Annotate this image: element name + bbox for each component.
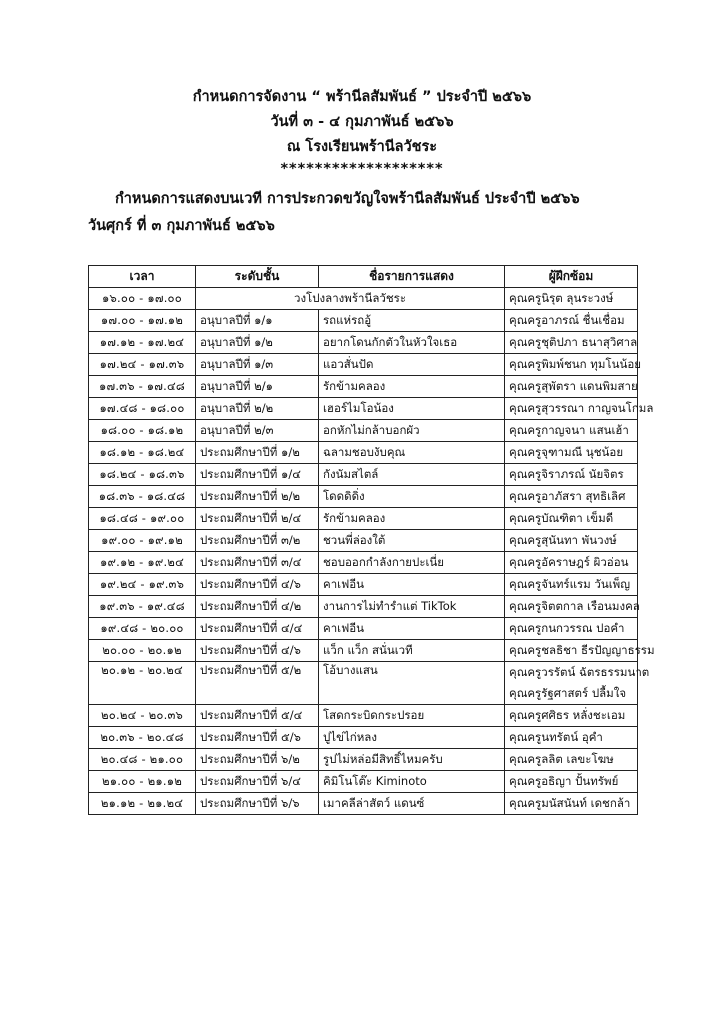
cell-time: ๑๗.๒๔ - ๑๗.๓๖ xyxy=(89,354,196,376)
trainer-name: คุณครูชุติปภา ธนาสุวิศาล xyxy=(509,335,638,349)
table-row xyxy=(89,288,638,310)
table-row xyxy=(89,771,638,793)
cell-time: ๑๙.๑๒ - ๑๙.๒๔ xyxy=(89,552,196,574)
cell-time: ๒๑.๑๒ - ๒๑.๒๔ xyxy=(89,793,196,815)
trainer-name: คุณครูจันทร์แรม วันเพ็ญ xyxy=(509,577,631,591)
table-row xyxy=(89,640,638,662)
cell-trainer xyxy=(505,749,638,771)
cell-time: ๒๐.๒๔ - ๒๐.๓๖ xyxy=(89,705,196,727)
trainer-name: คุณครูอาภัสรา สุทธิเลิศ xyxy=(509,489,626,503)
cell-level: อนุบาลปีที่ ๑/๑ xyxy=(196,310,319,332)
column-header-show: ชื่อรายการแสดง xyxy=(319,266,505,288)
cell-time: ๑๗.๓๖ - ๑๗.๔๘ xyxy=(89,376,196,398)
cell-level: ประถมศึกษาปีที่ ๖/๔ xyxy=(196,771,319,793)
trainer-name: คุณครูนิรุต ลุนระวงษ์ xyxy=(509,291,614,305)
cell-time: ๑๙.๐๐ - ๑๙.๑๒ xyxy=(89,530,196,552)
cell-level: ประถมศึกษาปีที่ ๓/๒ xyxy=(196,530,319,552)
cell-show: โสดกระบิดกระปรอย xyxy=(319,705,505,727)
column-header-time: เวลา xyxy=(89,266,196,288)
cell-trainer xyxy=(505,486,638,508)
cell-show: แอวสั่นปัด xyxy=(319,354,505,376)
cell-time: ๑๘.๐๐ - ๑๘.๑๒ xyxy=(89,420,196,442)
table-row xyxy=(89,442,638,464)
cell-trainer xyxy=(505,508,638,530)
cell-trainer xyxy=(505,354,641,376)
performance-schedule-table xyxy=(88,265,655,815)
trainer-name: คุณครูมนัสนันท์ เดชกล้า xyxy=(509,796,631,810)
table-row xyxy=(89,464,638,486)
table-row xyxy=(89,486,638,508)
cell-time: ๑๗.๔๘ - ๑๘.๐๐ xyxy=(89,398,196,420)
cell-trainer xyxy=(505,288,638,310)
trainer-name: คุณครูสุวรรณา กาญจนโกมล xyxy=(509,401,654,415)
cell-trainer xyxy=(505,552,638,574)
table-header-row xyxy=(89,266,638,288)
cell-level: ประถมศึกษาปีที่ ๕/๔ xyxy=(196,705,319,727)
table-row xyxy=(89,310,638,332)
trainer-name: คุณครูกนกวรรณ ปอคำ xyxy=(509,621,625,635)
cell-time: ๑๗.๑๒ - ๑๗.๒๔ xyxy=(89,332,196,354)
cell-level: อนุบาลปีที่ ๒/๒ xyxy=(196,398,319,420)
trainer-name: คุณครูวรรัตน์ ฉัตรธรรมนาต xyxy=(509,665,650,679)
cell-trainer xyxy=(505,332,638,354)
cell-show: เมาคลีล่าสัตว์ แดนซ์ xyxy=(319,793,505,815)
cell-show: ฉลามชอบงับคุณ xyxy=(319,442,505,464)
cell-show: ปูไข่ไก่หลง xyxy=(319,727,505,749)
table-row xyxy=(89,596,638,618)
cell-show: อยากโดนกักตัวในหัวใจเธอ xyxy=(319,332,505,354)
cell-level: ประถมศึกษาปีที่ ๔/๒ xyxy=(196,596,319,618)
cell-time: ๑๗.๐๐ - ๑๗.๑๒ xyxy=(89,310,196,332)
schedule-subtitle: กำหนดการแสดงบนเวที การประกวดขวัญใจพร้านีลสัมพันธ์ ประจำปี ๒๕๖๖ xyxy=(115,191,580,207)
cell-time: ๒๐.๔๘ - ๒๑.๐๐ xyxy=(89,749,196,771)
table-row xyxy=(89,508,638,530)
table-row xyxy=(89,574,638,596)
cell-time: ๑๙.๒๔ - ๑๙.๓๖ xyxy=(89,574,196,596)
cell-level: ประถมศึกษาปีที่ ๑/๒ xyxy=(196,442,319,464)
cell-trainer xyxy=(505,530,638,552)
trainer-name: คุณครูศศิธร หลั่งชะเอม xyxy=(509,708,626,722)
event-date: วันที่ ๓ - ๔ กุมภาพันธ์ ๒๕๖๖ xyxy=(270,114,454,130)
cell-show: อกหักไม่กล้าบอกผัว xyxy=(319,420,505,442)
cell-level: ประถมศึกษาปีที่ ๕/๒ xyxy=(196,662,319,705)
table-row xyxy=(89,749,638,771)
cell-level: ประถมศึกษาปีที่ ๓/๔ xyxy=(196,552,319,574)
table-row xyxy=(89,376,638,398)
table-row xyxy=(89,420,638,442)
table-row xyxy=(89,618,638,640)
table-row xyxy=(89,398,638,420)
cell-level: ประถมศึกษาปีที่ ๔/๖ xyxy=(196,640,319,662)
trainer-name: คุณครูสุนันทา พันวงษ์ xyxy=(509,533,617,547)
cell-show: รูปไม่หล่อมีสิทธิ์ไหมครับ xyxy=(319,749,505,771)
event-venue: ณ โรงเรียนพร้านีลวัชระ xyxy=(286,139,438,155)
cell-show: รถแห่รถอู้ xyxy=(319,310,505,332)
schedule-day: วันศุกร์ ที่ ๓ กุมภาพันธ์ ๒๕๖๖ xyxy=(88,218,275,234)
cell-time: ๒๐.๓๖ - ๒๐.๔๘ xyxy=(89,727,196,749)
event-title: กำหนดการจัดงาน “ พร้านีลสัมพันธ์ ” ประจำปี ๒๕๖๖ xyxy=(192,89,532,105)
trainer-name: คุณครูจิตตกาล เรือนมงคล xyxy=(509,599,640,613)
table-row xyxy=(89,662,638,705)
cell-time: ๑๘.๔๘ - ๑๙.๐๐ xyxy=(89,508,196,530)
cell-show: คาเฟอีน xyxy=(319,574,505,596)
cell-show: คิมิโนโต๊ะ Kiminoto xyxy=(319,771,505,793)
cell-level: ประถมศึกษาปีที่ ๒/๒ xyxy=(196,486,319,508)
trainer-name: คุณครูจุฑามณี นุชน้อย xyxy=(509,445,624,459)
trainer-name: คุณครูบัณฑิตา เข็มดี xyxy=(509,511,614,525)
trainer-name: คุณครูกาญจนา แสนเฮ้า xyxy=(509,423,629,437)
cell-show: ชอบออกกำลังกายปะเนี่ย xyxy=(319,552,505,574)
cell-show: รักข้ามคลอง xyxy=(319,376,505,398)
cell-time: ๑๙.๔๘ - ๒๐.๐๐ xyxy=(89,618,196,640)
cell-show: รักข้ามคลอง xyxy=(319,508,505,530)
cell-show: โอ้บางแสน xyxy=(319,662,505,705)
cell-time: ๑๘.๑๒ - ๑๘.๒๔ xyxy=(89,442,196,464)
trainer-name: คุณครูสุพัตรา แดนพิมสาย xyxy=(509,379,638,393)
cell-level: อนุบาลปีที่ ๑/๒ xyxy=(196,332,319,354)
cell-trainer xyxy=(505,574,638,596)
cell-level: ประถมศึกษาปีที่ ๖/๖ xyxy=(196,793,319,815)
cell-trainer xyxy=(505,662,650,705)
cell-trainer xyxy=(505,618,638,640)
table-row xyxy=(89,793,638,815)
cell-show: คาเฟอีน xyxy=(319,618,505,640)
cell-show: กังนัมสไตล์ xyxy=(319,464,505,486)
cell-trainer xyxy=(505,442,638,464)
cell-merged-show: วงโปงลางพร้านีลวัชระ xyxy=(196,288,505,310)
cell-trainer xyxy=(505,793,638,815)
table-row xyxy=(89,705,638,727)
cell-trainer xyxy=(505,771,638,793)
table-row xyxy=(89,727,638,749)
cell-trainer xyxy=(505,310,638,332)
cell-trainer xyxy=(505,640,655,662)
cell-time: ๑๖.๐๐ - ๑๗.๐๐ xyxy=(89,288,196,310)
cell-time: ๒๑.๐๐ - ๒๑.๑๒ xyxy=(89,771,196,793)
cell-level: ประถมศึกษาปีที่ ๑/๔ xyxy=(196,464,319,486)
cell-trainer xyxy=(505,464,638,486)
trainer-name: คุณครูจิราภรณ์ นัยจิตร xyxy=(509,467,624,481)
cell-trainer xyxy=(505,420,638,442)
trainer-name: คุณครูอาภรณ์ ชื่นเชื่อม xyxy=(509,313,625,327)
trainer-name: คุณครูรัฐศาสตร์ ปลื้มใจ xyxy=(509,686,627,700)
cell-level: ประถมศึกษาปีที่ ๕/๖ xyxy=(196,727,319,749)
cell-level: อนุบาลปีที่ ๑/๓ xyxy=(196,354,319,376)
cell-trainer xyxy=(505,727,638,749)
table-row xyxy=(89,354,638,376)
cell-trainer xyxy=(505,376,638,398)
table-row xyxy=(89,332,638,354)
table-row xyxy=(89,552,638,574)
cell-trainer xyxy=(505,596,638,618)
cell-trainer xyxy=(505,398,654,420)
cell-level: ประถมศึกษาปีที่ ๔/๖ xyxy=(196,574,319,596)
cell-show: งานการไม่ทำรำแต่ TikTok xyxy=(319,596,505,618)
cell-level: ประถมศึกษาปีที่ ๔/๔ xyxy=(196,618,319,640)
cell-time: ๑๙.๓๖ - ๑๙.๔๘ xyxy=(89,596,196,618)
cell-level: ประถมศึกษาปีที่ ๒/๔ xyxy=(196,508,319,530)
trainer-name: คุณครูนทรัตน์ อุคำ xyxy=(509,730,603,744)
trainer-name: คุณครูลลิต เลขะโฆษ xyxy=(509,752,614,766)
trainer-name: คุณครูอธิญา ปั้นทรัพย์ xyxy=(509,774,619,788)
cell-time: ๒๐.๑๒ - ๒๐.๒๔ xyxy=(89,662,196,705)
table-row xyxy=(89,530,638,552)
cell-time: ๑๘.๒๔ - ๑๘.๓๖ xyxy=(89,464,196,486)
divider: ******************* xyxy=(280,161,444,177)
column-header-level: ระดับชั้น xyxy=(196,266,319,288)
cell-show: ชวนพี่ล่องใต้ xyxy=(319,530,505,552)
cell-show: แว็ก แว็ก สนั่นเวที xyxy=(319,640,505,662)
cell-level: อนุบาลปีที่ ๒/๓ xyxy=(196,420,319,442)
table-body xyxy=(89,288,655,815)
cell-time: ๑๘.๓๖ - ๑๘.๔๘ xyxy=(89,486,196,508)
cell-time: ๒๐.๐๐ - ๒๐.๑๒ xyxy=(89,640,196,662)
cell-trainer xyxy=(505,705,638,727)
cell-level: อนุบาลปีที่ ๒/๑ xyxy=(196,376,319,398)
cell-show: โดดดิดิ่ง xyxy=(319,486,505,508)
column-header-trainer: ผู้ฝึกซ้อม xyxy=(505,266,638,288)
trainer-name: คุณครูชลธิชา ธีรปัญญาธรรม xyxy=(509,643,655,657)
trainer-name: คุณครูพิมพ์ชนก ทุมโนน้อย xyxy=(509,357,641,371)
cell-show: เฮอร์ไมโอน้อง xyxy=(319,398,505,420)
cell-level: ประถมศึกษาปีที่ ๖/๒ xyxy=(196,749,319,771)
trainer-name: คุณครูอัคราษฎร์ ผิวอ่อน xyxy=(509,555,629,569)
